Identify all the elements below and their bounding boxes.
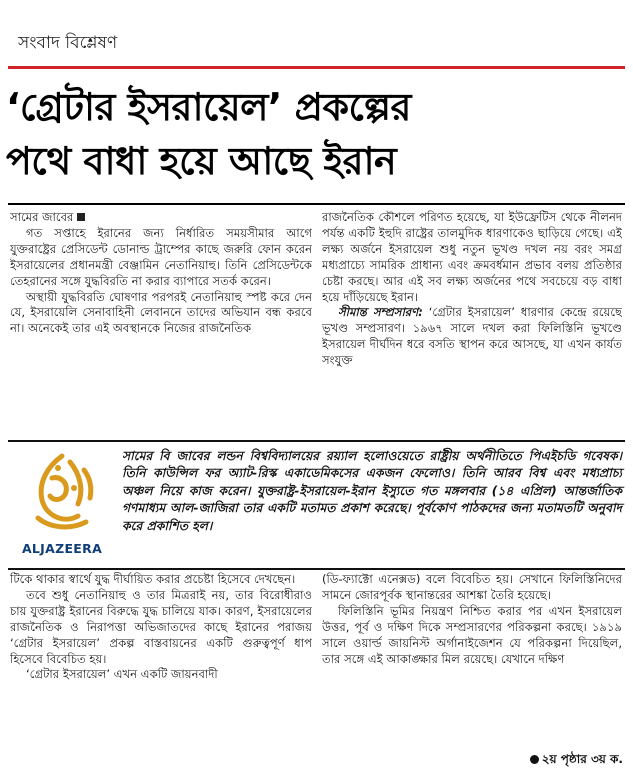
bullet-icon [530, 755, 539, 764]
paragraph: টিকে থাকার স্বার্থে যুদ্ধ দীর্ঘায়িত করার প্রচেষ্টা হিসেবে দেখছেন। [10, 572, 296, 586]
byline [10, 210, 312, 226]
section-label: সংবাদ বিশ্লেষণ [18, 33, 118, 53]
aljazeera-calligraphy-icon [8, 448, 116, 538]
article-column-bottom-left [10, 572, 312, 772]
headline-divider [8, 203, 625, 205]
headline-line-2: পথে বাধা হয়ে আছে ইরান [6, 139, 397, 183]
author-note-box [8, 440, 625, 570]
subheading-lead-in: সীমান্ত সম্প্রসারণ: [338, 305, 423, 320]
headline-line-1: ‘গ্রেটার ইসরায়েল’ প্রকল্পের [6, 85, 411, 129]
article-column-top-right [322, 210, 622, 438]
paragraph: অস্থায়ী যুদ্ধবিরতি ঘোষণার পরপরই নেতানিয়াহু স্পষ্ট করে দেন যে, ইসরায়েলি সেনাবাহিনী লেবাননে তাদের অভিযান বন্ধ করবে না। অনেকেই তার এই অবস্থানকে নিজের রাজনৈতিক [10, 289, 312, 336]
continued-on-page [530, 751, 623, 771]
paragraph: ‘গ্রেটার ইসরায়েল’ এখন একটি জায়নবাদী [26, 667, 218, 682]
article-column-bottom-right [322, 572, 622, 752]
paragraph: রাজনৈতিক কৌশলে পরিণত হয়েছে, যা ইউফ্রেটিস থেকে নীলনদ পর্যন্ত একটি ইহুদি রাষ্ট্রের তালমুদিক ধারণাকেও ছাড়িয়ে গেছে। এই লক্ষ্য অর্জনে ইসরায়েল শুধু নতুন ভূখণ্ড দখল নয় বরং সমগ্র মধ্যপ্রাচ্যে সামরিক প্রাধান্য এবং ক্রমবর্ধমান প্রভাব বলয় প্রতিষ্ঠার চেষ্টা করছে। আর এই সব লক্ষ্য অর্জনের পথে সবচেয়ে বড় বাধা হয়ে দাঁড়িয়েছে ইরান। [322, 210, 622, 304]
headline [6, 80, 627, 188]
author-note-text: সামের বি জাবের লন্ডন বিশ্ববিদ্যালয়ের রয়্যাল হলোওয়েতে রাষ্ট্রীয় অর্থনীতিতে পিএইচডি গবেষক। তিনি কাউন্সিল ফর অ্যাট-রিস্ক একাডেমিকসের একজন ফেলোও। তিনি আরব বিশ্ব এবং মধ্যপ্রাচ্য অঞ্চল নিয়ে কাজ করেন। যুক্তরাষ্ট্র-ইসরায়েল-ইরান ইস্যুতে গত মঙ্গলবার (১৪ এপ্রিল) আন্তর্জাতিক গণমাধ্যম আল-জাজিরা তার একটি মতামত প্রকাশ করেছে। পূর্বকোণ পাঠকদের জন্য মতামতটি অনুবাদ করে প্রকাশিত হল। [122, 449, 622, 533]
article-column-top-left [10, 210, 312, 438]
aljazeera-wordmark: ALJAZEERA [21, 541, 103, 556]
byline-text: সামের জাবের [10, 210, 74, 224]
aljazeera-logo [8, 448, 116, 562]
byline-square-icon [77, 213, 85, 221]
paragraph: ফিলিস্তিনি ভূমির নিয়ন্ত্রণ নিশ্চিত করার পর এখন ইসরায়েল উত্তর, পূর্ব ও দক্ষিণ দিকে সম্প্রসারণের পরিকল্পনা করছে। ১৯১৯ সালে ওয়ার্ল্ড জায়নিস্ট অর্গানাইজেশন যে পরিকল্পনা দিয়েছিল, তার সঙ্গে এই আকাঙ্ক্ষার মিল রয়েছে। যেখানে দক্ষিণ [322, 603, 622, 666]
continued-text: ২য় পৃষ্ঠার ৩য় ক. [541, 752, 623, 766]
paragraph-with-lead-in [322, 305, 622, 369]
section-divider [8, 66, 625, 69]
paragraph: তবে শুধু নেতানিয়াহু ও তার মিত্ররাই নয়, তার বিরোধীরাও চায় যুক্তরাষ্ট্র ইরানের বিরুদ্ধে যুদ্ধ চালিয়ে যাক। কারণ, ইসরায়েলের রাজনৈতিক ও নিরাপত্তা অভিজাতদের কাছে ইরানের পরাজয় ‘গ্রেটার ইসরায়েল’ প্রকল্প বাস্তবায়নের একটি গুরুত্বপূর্ণ ধাপ হিসেবে বিবেচিত হয়। [10, 587, 312, 666]
paragraph-body: ‘গ্রেটার ইসরায়েল’ ধারণার কেন্দ্রে রয়েছে ভূখণ্ড সম্প্রসারণ। ১৯৬৭ সালে দখল করা ফিলিস্তিনি ভূখণ্ডে ইসরায়েল দীর্ঘদিন ধরে বসতি স্থাপন করে আসছে, যা এখন কার্যত সংযুক্ত [322, 305, 622, 368]
paragraph: গত সপ্তাহে ইরানের জন্য নির্ধারিত সময়সীমার আগে যুক্তরাষ্ট্রের প্রেসিডেন্ট ডোনাল্ড ট্রাম্পের কাছে জরুরি ফোন করেন ইসরায়েলের প্রধানমন্ত্রী বেঞ্জামিন নেতানিয়াহু। তিনি প্রেসিডেন্টকে তেহরানের সঙ্গে যুদ্ধবিরতি না করার ব্যাপারে সতর্ক করেন। [10, 225, 312, 288]
paragraph: (ডি-ফ্যাক্টো এনেক্সড) বলে বিবেচিত হয়। সেখানে ফিলিস্তিনিদের সামনে জোরপূর্বক স্থানান্তরের আশঙ্কা তৈরি হয়েছে। [322, 572, 622, 602]
